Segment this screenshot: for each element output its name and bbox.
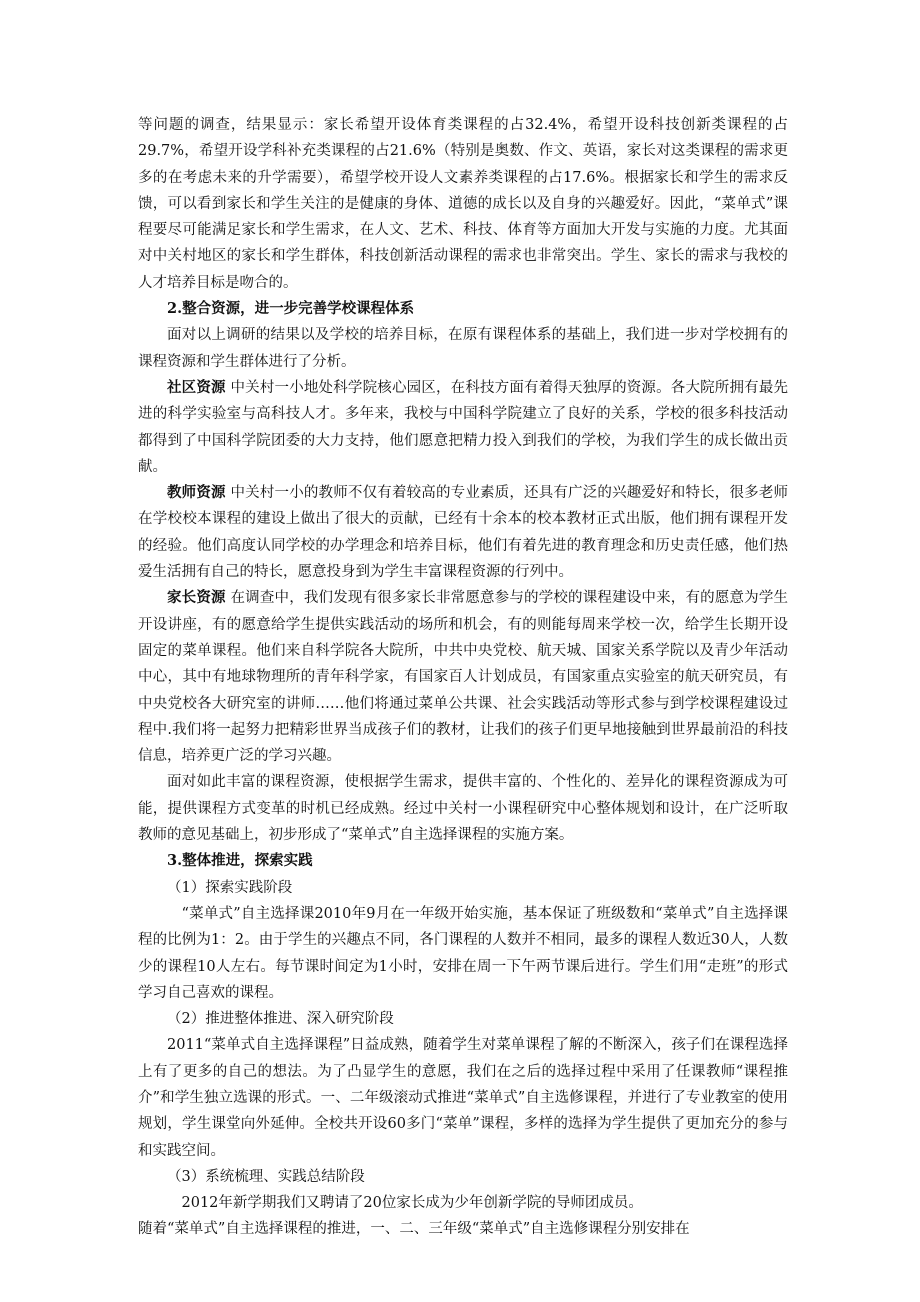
lead-community-resources: 社区资源 (167, 378, 226, 396)
paragraph-survey-results: 等问题的调查，结果显示：家长希望开设体育类课程的占32.4%，希望开设科技创新类课程的占29.7%，希望开设学科补充类课程的占21.6%（特别是奥数、作文、英语，家长对这类课程的需求更多的在考虑未来的升学需要），希望学校开设人文素养类课程的占17.6%。根据家长和学生的需求反馈，可以看到家长和学生关注的是健康的身体、道德的成长以及自身的兴趣爱好。因此，“菜单式”课程要尽可能满足家长和学生需求，在人文、艺术、科技、体育等方面加大开发与实施的力度。尤其面对中关村地区的家长和学生群体，科技创新活动课程的需求也非常突出。学生、家长的需求与我校的人才培养目标是吻合的。 (138, 117, 788, 291)
paragraph-parent-mentors: 2012年新学期我们又聘请了20位家长成为少年创新学院的导师团成员。 (181, 1195, 643, 1212)
paragraph-teacher-resources (138, 480, 788, 585)
lead-teacher-resources: 教师资源 (167, 484, 226, 502)
paragraph-deepening-stage: 2011“菜单式自主选择课程”日益成熟，随着学生对菜单课程了解的不断深入，孩子们在课程选择上有了更多的自己的想法。为了凸显学生的意愿，我们在之后的选择过程中采用了任课教师“课程推介”和学生独立选课的形式。一、二年级滚动式推进“菜单式”自主选修课程，并进行了专业教室的使用规划，学生课堂向外延伸。全校共开设60多门“菜单”课程，多样的选择为学生提供了更加充分的参与和实践空间。 (138, 1037, 788, 1159)
lead-parent-resources: 家长资源 (167, 589, 226, 607)
text-teacher-resources: 中关村一小的教师不仅有着较高的专业素质，还具有广泛的兴趣爱好和特长，很多老师在学校校本课程的建设上做出了很大的贡献，已经有十余本的校本教材正式出版，他们拥有课程开发的经验。他们高度认同学校的办学理念和培养目标，他们有着先进的教育理念和历史责任感，他们热爱生活拥有自己的特长，愿意投身到为学生丰富课程资源的行列中。 (138, 485, 789, 581)
section-heading-overall-progress: 3.整体推进，探索实践 (167, 852, 313, 870)
paragraph-exploration-stage: “菜单式”自主选择课2010年9月在一年级开始实施，基本保证了班级数和“菜单式”自主选择课程的比例为1：2。由于学生的兴趣点不同，各门课程的人数并不相同，最多的课程人数近30人，人数少的课程10人左右。每节课时间定为1小时，安排在周一下午两节课后进行。学生们用“走班”的形式学习自己喜欢的课程。 (138, 905, 788, 1001)
section-heading-integrate-resources: 2.整合资源，进一步完善学校课程体系 (167, 300, 415, 318)
subheading-deepening-stage: （2）推进整体推进、深入研究阶段 (167, 1011, 394, 1028)
paragraph-analysis-intro: 面对以上调研的结果以及学校的培养目标，在原有课程体系的基础上，我们进一步对学校拥有的课程资源和学生群体进行了分析。 (138, 327, 788, 370)
paragraph-resource-summary: 面对如此丰富的课程资源，使根据学生需求，提供丰富的、个性化的、差异化的课程资源成为可能，提供课程方式变革的时机已经成熟。经过中关村一小课程研究中心整体规划和设计，在广泛听取教师的意见基础上，初步形成了“菜单式”自主选择课程的实施方案。 (138, 774, 788, 844)
paragraph-parent-resources (138, 585, 788, 769)
paragraph-community-resources (138, 375, 788, 480)
paragraph-continuation: 随着“菜单式”自主选择课程的推进，一、二、三年级“菜单式”自主选修课程分别安排在 (138, 1221, 690, 1238)
text-community-resources: 中关村一小地处科学院核心园区，在科技方面有着得天独厚的资源。各大院所拥有最先进的科学实验室与高科技人才。多年来，我校与中国科学院建立了良好的关系，学校的很多科技活动都得到了中国科学院团委的大力支持，他们愿意把精力投入到我们的学校，为我们学生的成长做出贡献。 (138, 379, 789, 475)
text-parent-resources: 在调查中，我们发现有很多家长非常愿意参与的学校的课程建设中来，有的愿意为学生开设讲座，有的愿意给学生提供实践活动的场所和机会，有的则能每周来学校一次，给学生长期开设固定的菜单课程。他们来自科学院各大院所，中共中央党校、航天城、国家关系学院以及青少年活动中心，其中有地球物理所的青年科学家，有国家百人计划成员，有国家重点实验室的航天研究员，有中央党校各大研究室的讲师……他们将通过菜单公共课、社会实践活动等形式参与到学校课程建设过程中.我们将一起努力把精彩世界当成孩子们的教材，让我们的孩子们更早地接触到世界最前沿的科技信息，培养更广泛的学习兴趣。 (138, 590, 789, 765)
subheading-exploration-stage: （1）探索实践阶段 (167, 879, 293, 896)
subheading-summary-stage: （3）系统梳理、实践总结阶段 (167, 1168, 365, 1185)
document-body (138, 112, 788, 1243)
